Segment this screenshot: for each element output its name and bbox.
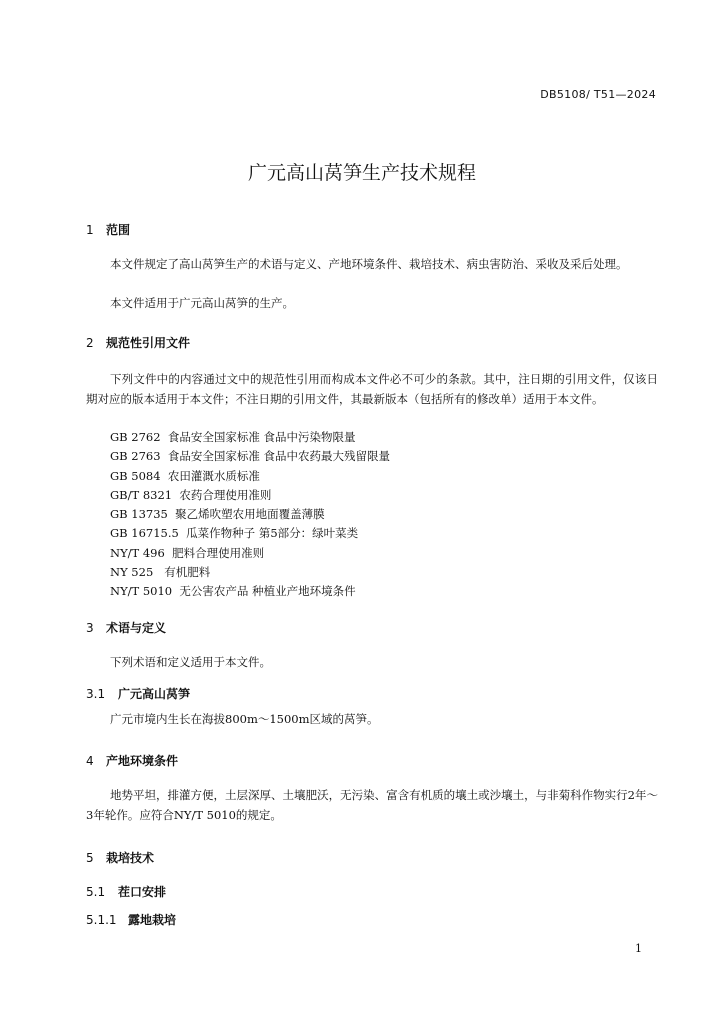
subsection-title: 茬口安排 (118, 885, 167, 899)
reference-item: GB 16715.5 瓜菜作物种子 第5部分：绿叶菜类 (110, 526, 359, 541)
section-title: 规范性引用文件 (106, 336, 191, 350)
reference-item: GB 13735 聚乙烯吹塑农用地面覆盖薄膜 (110, 507, 325, 522)
section-title: 术语与定义 (106, 621, 167, 635)
section-5-heading (86, 849, 154, 866)
subsection-3-1-paragraph: 广元市境内生长在海拔800m～1500m区域的莴笋。 (110, 712, 379, 726)
section-1-heading (86, 221, 130, 238)
subsection-5-1-1-heading (86, 911, 176, 928)
subsection-number: 3.1 (86, 687, 106, 701)
reference-item: GB 5084 农田灌溉水质标准 (110, 468, 260, 483)
section-number: 3 (86, 621, 94, 635)
document-code: DB5108/ T51—2024 (540, 88, 656, 101)
reference-item: GB 2763 食品安全国家标准 食品中农药最大残留限量 (110, 449, 391, 464)
section-4-paragraph-1: 地势平坦，排灌方便，土层深厚、土壤肥沃，无污染、富含有机质的壤土或沙壤土，与非菊科作物实行2年～3年轮作。应符合NY/T 5010的规定。 (86, 788, 658, 822)
section-2-paragraph-1: 下列文件中的内容通过文中的规范性引用而构成本文件必不可少的条款。其中，注日期的引用文件，仅该日期对应的版本适用于本文件；不注日期的引用文件，其最新版本（包括所有的修改单）适用于本文件。 (86, 372, 658, 406)
subsection-number: 5.1 (86, 885, 106, 899)
page-number: 1 (635, 942, 642, 955)
section-number: 4 (86, 754, 94, 768)
document-title: 广元高山莴笋生产技术规程 (247, 162, 476, 184)
section-title: 产地环境条件 (106, 754, 179, 768)
section-number: 1 (86, 223, 94, 237)
section-1-paragraph-1: 本文件规定了高山莴笋生产的术语与定义、产地环境条件、栽培技术、病虫害防治、采收及采后处理。 (110, 257, 628, 271)
section-3-heading (86, 619, 166, 636)
subsection-title: 广元高山莴笋 (118, 687, 191, 701)
section-number: 5 (86, 851, 94, 865)
normative-reference-list (110, 428, 390, 602)
subsection-title: 露地栽培 (128, 913, 177, 927)
section-title: 范围 (106, 223, 131, 237)
section-3-paragraph-1: 下列术语和定义适用于本文件。 (110, 655, 271, 669)
subsection-number: 5.1.1 (86, 913, 117, 927)
section-4-heading (86, 752, 178, 769)
section-1-paragraph-2: 本文件适用于广元高山莴笋的生产。 (110, 296, 294, 310)
reference-item: GB/T 8321 农药合理使用准则 (110, 487, 272, 502)
reference-item: NY/T 496 肥料合理使用准则 (110, 545, 265, 560)
section-2-heading (86, 334, 190, 351)
section-title: 栽培技术 (106, 851, 155, 865)
reference-item: NY 525 有机肥料 (110, 565, 211, 580)
reference-item: NY/T 5010 无公害农产品 种植业产地环境条件 (110, 584, 356, 599)
subsection-5-1-heading (86, 883, 166, 900)
reference-item: GB 2762 食品安全国家标准 食品中污染物限量 (110, 430, 356, 444)
section-number: 2 (86, 336, 94, 350)
subsection-3-1-heading (86, 685, 190, 702)
